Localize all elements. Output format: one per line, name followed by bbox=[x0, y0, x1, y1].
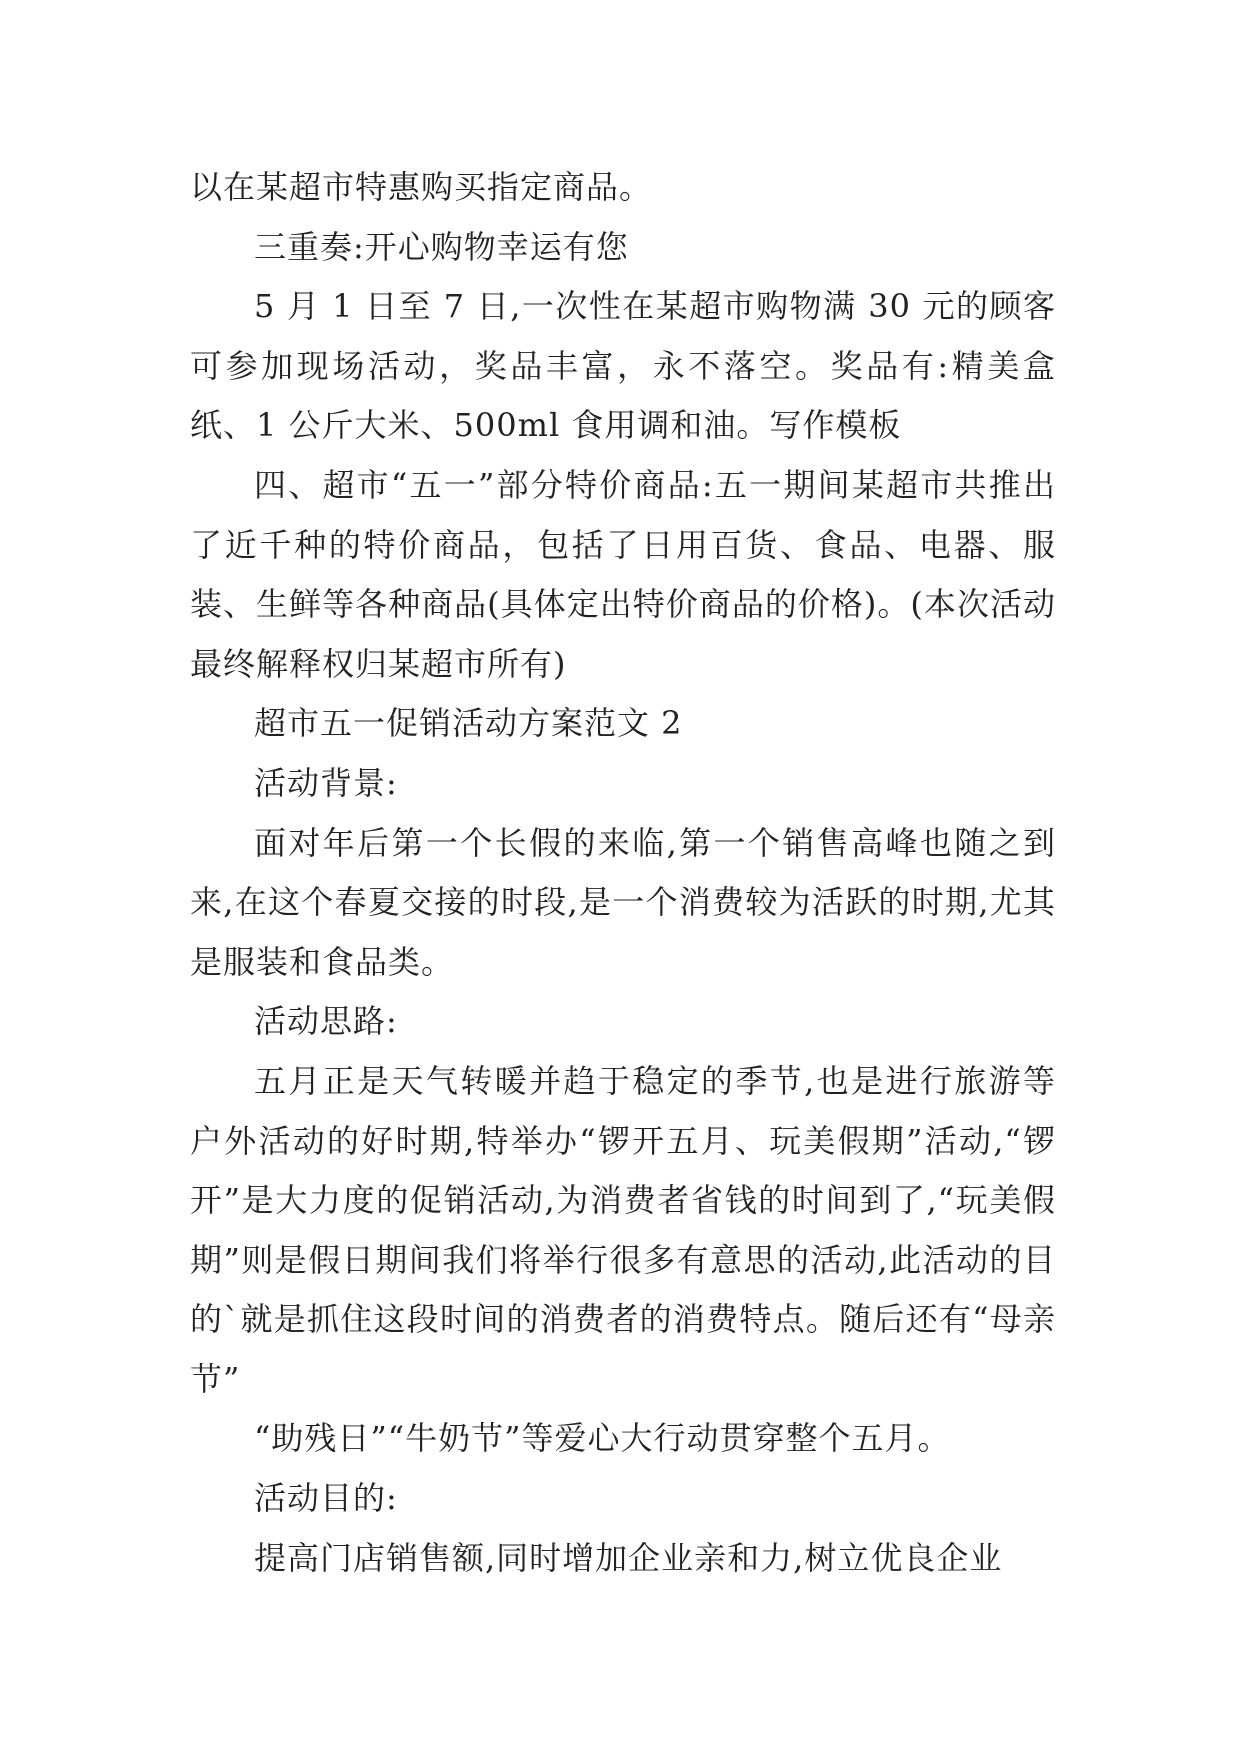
document-body bbox=[190, 158, 1056, 1588]
paragraph-purpose: 提高门店销售额,同时增加企业亲和力,树立优良企业 bbox=[254, 1538, 1003, 1577]
paragraph-2: 三重奏:开心购物幸运有您 bbox=[254, 227, 629, 266]
heading-background: 活动背景: bbox=[254, 763, 398, 802]
heading-approach: 活动思路: bbox=[254, 1002, 398, 1041]
paragraph-4: 四、超市“五一”部分特价商品:五一期间某超市共推出了近千种的特价商品，包括了日用百货、食品、电器、服装、生鲜等各种商品(具体定出特价商品的价格)。(本次活动最终解释权归某超市所有) bbox=[190, 465, 1056, 683]
paragraph-background: 面对年后第一个长假的来临,第一个销售高峰也随之到来,在这个春夏交接的时段,是一个消费较为活跃的时期,尤其是服装和食品类。 bbox=[190, 823, 1056, 981]
paragraph-approach-continued: “助残日”“牛奶节”等爱心大行动贯穿整个五月。 bbox=[254, 1419, 951, 1458]
section-heading-2: 超市五一促销活动方案范文 2 bbox=[254, 704, 683, 743]
heading-purpose: 活动目的: bbox=[254, 1479, 398, 1518]
paragraph-1: 以在某超市特惠购买指定商品。 bbox=[190, 168, 653, 206]
paragraph-approach: 五月正是天气转暖并趋于稳定的季节,也是进行旅游等户外活动的好时期,特举办“锣开五月、玩美假期”活动,“锣开”是大力度的促销活动,为消费者省钱的时间到了,“玩美假期”则是假日期间我们将举行很多有意思的活动,此活动的目的`就是抓住这段时间的消费者的消费特点。随后还有“母亲节” bbox=[190, 1061, 1056, 1398]
paragraph-3: 5 月 1 日至 7 日,一次性在某超市购物满 30 元的顾客可参加现场活动，奖品丰富，永不落空。奖品有:精美盒纸、1 公斤大米、500ml 食用调和油。写作模板 bbox=[190, 287, 1056, 445]
